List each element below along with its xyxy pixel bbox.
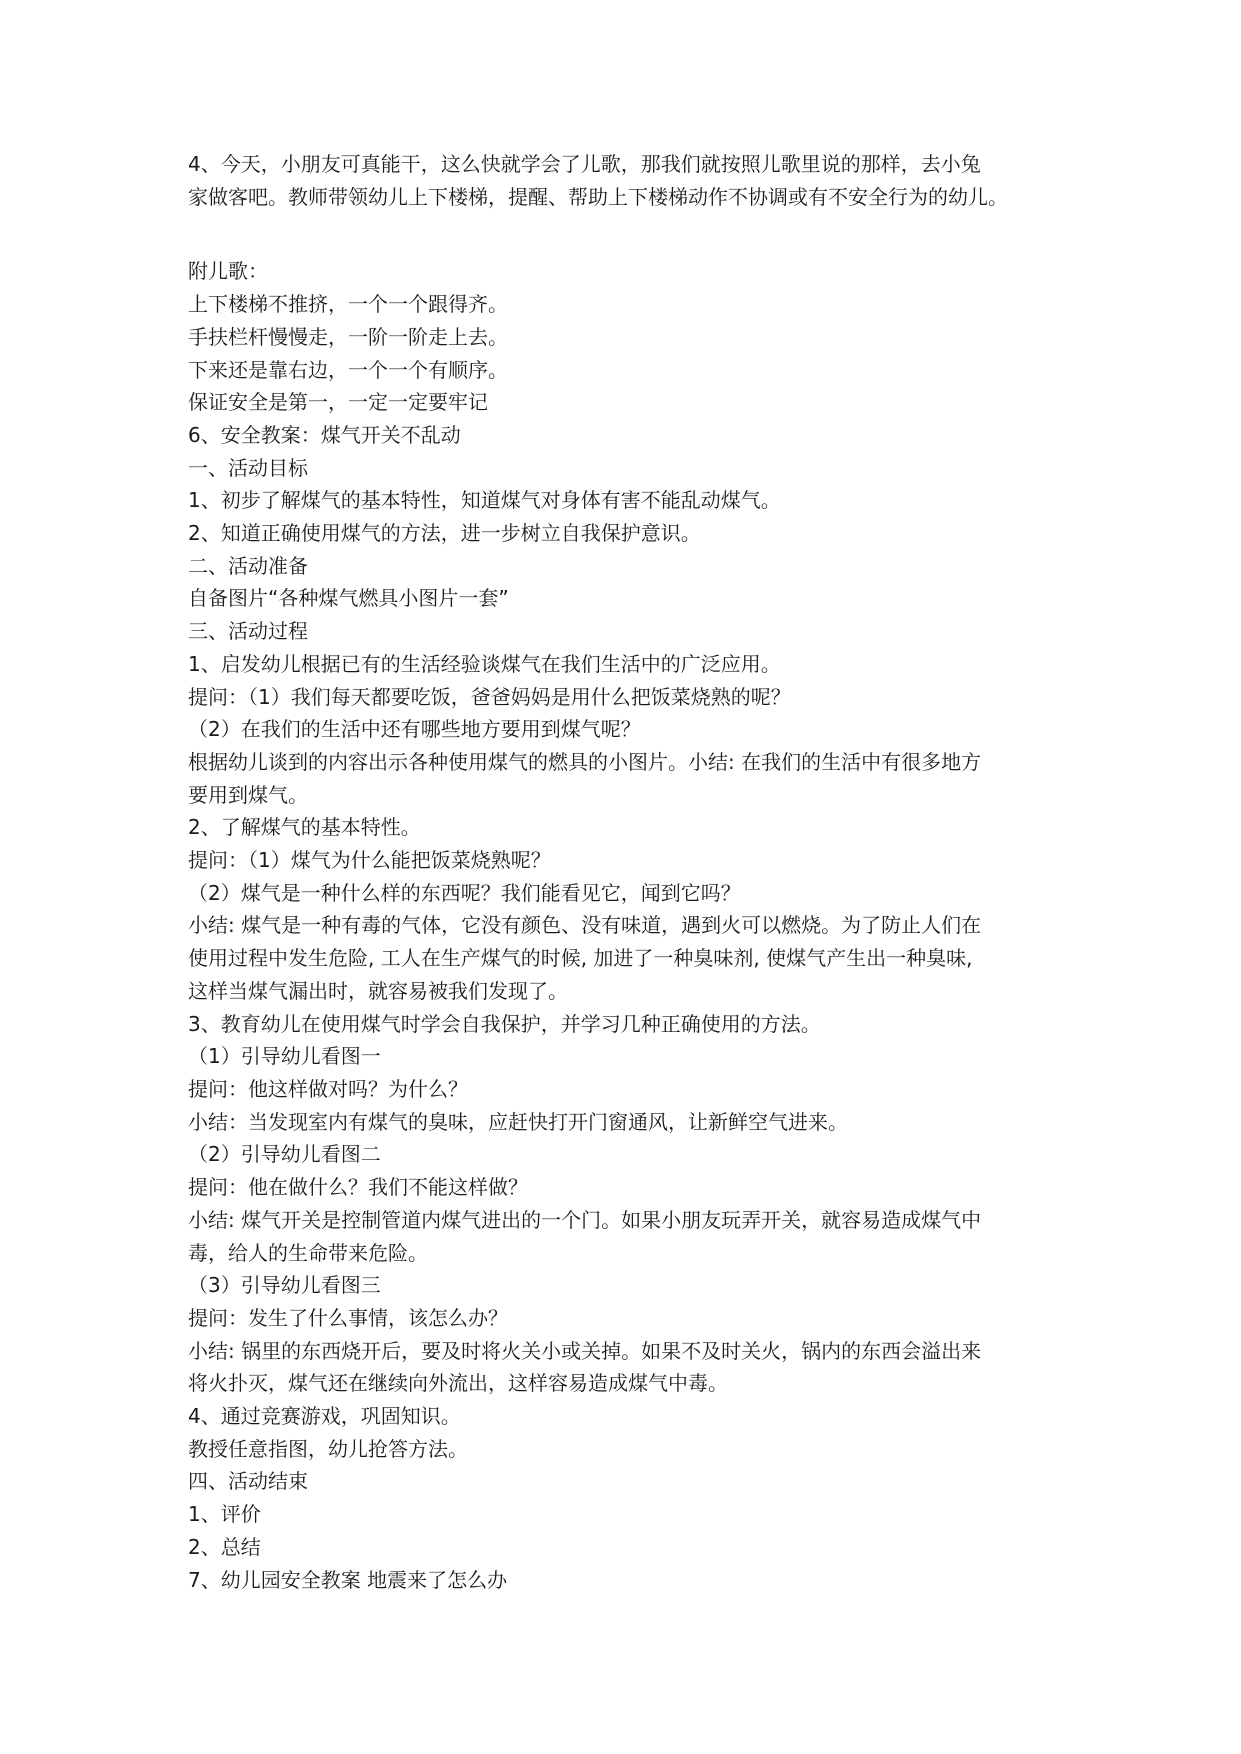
step1-summary-line-1: 根据幼儿谈到的内容出示各种使用煤气的燃具的小图片。小结: 在我们的生活中有很多地方 [188,749,982,774]
song-line: 上下楼梯不推挤，一个一个跟得齐。 [188,292,508,317]
step3-c-summary-line-1: 小结: 锅里的东西烧开后，要及时将火关小或关掉。如果不及时关火，锅内的东西会溢出来 [188,1338,982,1363]
goal-item: 1、初步了解煤气的基本特性，知道煤气对身体有害不能乱动煤气。 [188,488,781,513]
step1-summary-line-2: 要用到煤气。 [188,782,308,807]
paragraph-gap [188,213,1058,255]
step1-text: 1、启发幼儿根据已有的生活经验谈煤气在我们生活中的广泛应用。 [188,651,781,676]
goals-heading: 一、活动目标 [188,455,308,480]
process-heading: 三、活动过程 [188,619,308,644]
song-title: 附儿歌： [188,259,268,284]
end-heading: 四、活动结束 [188,1469,308,1494]
goal-item: 2、知道正确使用煤气的方法，进一步树立自我保护意识。 [188,521,701,546]
step2-summary-line-2: 使用过程中发生危险, 工人在生产煤气的时候, 加进了一种臭味剂, 使煤气产生出一种臭味, [188,946,973,971]
step4-text: 4、通过竞赛游戏，巩固知识。 [188,1404,461,1429]
end-item: 1、评价 [188,1502,261,1527]
prep-heading: 二、活动准备 [188,553,308,578]
step3-a-heading: （1）引导幼儿看图一 [188,1044,381,1069]
step2-question-2: （2）煤气是一种什么样的东西呢？我们能看见它，闻到它吗？ [188,880,741,905]
step3-b-heading: （2）引导幼儿看图二 [188,1142,381,1167]
document-page [188,148,1058,1596]
step3-c-question: 提问：发生了什么事情，该怎么办？ [188,1305,508,1330]
step3-c-summary-line-2: 将火扑灭，煤气还在继续向外流出，这样容易造成煤气中毒。 [188,1371,728,1396]
step3-b-summary-line-1: 小结: 煤气开关是控制管道内煤气进出的一个门。如果小朋友玩弄开关，就容易造成煤气中 [188,1207,982,1232]
step3-text: 3、教育幼儿在使用煤气时学会自我保护，并学习几种正确使用的方法。 [188,1011,821,1036]
step2-summary-line-3: 这样当煤气漏出时，就容易被我们发现了。 [188,978,568,1003]
step1-question-1: 提问：（1）我们每天都要吃饭，爸爸妈妈是用什么把饭菜烧熟的呢？ [188,684,791,709]
song-line: 保证安全是第一，一定一定要牢记 [188,390,488,415]
step2-question-1: 提问：（1）煤气为什么能把饭菜烧熟呢？ [188,848,551,873]
end-item: 2、总结 [188,1534,261,1559]
step3-b-summary-line-2: 毒，给人的生命带来危险。 [188,1240,428,1265]
step2-text: 2、了解煤气的基本特性。 [188,815,421,840]
song-line: 下来还是靠右边，一个一个有顺序。 [188,357,508,382]
step1-question-2: （2）在我们的生活中还有哪些地方要用到煤气呢？ [188,717,641,742]
step3-b-question: 提问：他在做什么？我们不能这样做？ [188,1175,528,1200]
lesson6-title: 6、安全教案：煤气开关不乱动 [188,422,461,447]
step4-detail: 教授任意指图，幼儿抢答方法。 [188,1436,468,1461]
step3-a-question: 提问：他这样做对吗？为什么？ [188,1076,468,1101]
lesson7-title: 7、幼儿园安全教案 地震来了怎么办 [188,1567,508,1592]
step3-a-summary: 小结：当发现室内有煤气的臭味，应赶快打开门窗通风，让新鲜空气进来。 [188,1109,848,1134]
prep-text: 自备图片“各种煤气燃具小图片一套” [188,586,509,611]
song-line: 手扶栏杆慢慢走，一阶一阶走上去。 [188,324,508,349]
step3-c-heading: （3）引导幼儿看图三 [188,1273,381,1298]
step2-summary-line-1: 小结: 煤气是一种有毒的气体，它没有颜色、没有味道，遇到火可以燃烧。为了防止人们在 [188,913,982,938]
intro-line-2: 家做客吧。教师带领幼儿上下楼梯，提醒、帮助上下楼梯动作不协调或有不安全行为的幼儿。 [188,184,1008,209]
intro-line-1: 4、今天，小朋友可真能干，这么快就学会了儿歌，那我们就按照儿歌里说的那样，去小兔 [188,152,981,176]
